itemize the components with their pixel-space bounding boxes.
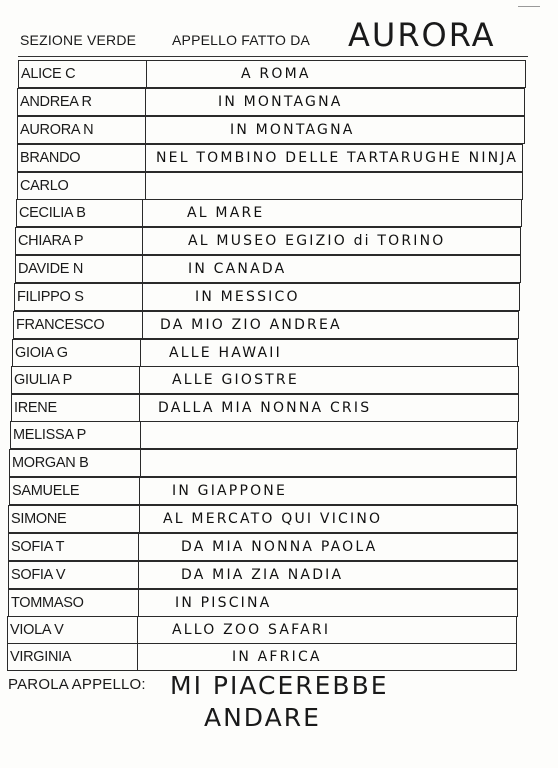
student-name: CECILIA B — [17, 200, 143, 226]
student-place: AL MUSEO EGIZIO di TORINO — [188, 233, 446, 249]
table-row — [17, 144, 523, 172]
student-name: TOMMASO — [9, 590, 139, 616]
table-row — [17, 116, 525, 144]
student-place: A ROMA — [241, 66, 311, 82]
student-name: BRANDO — [18, 145, 146, 171]
table-row — [11, 394, 519, 422]
student-place: IN MESSICO — [195, 289, 300, 305]
student-place: DA MIA NONNA PAOLA — [181, 539, 378, 555]
table-row — [17, 172, 523, 200]
table-row — [16, 199, 522, 227]
student-place: DA MIA ZIA NADIA — [181, 567, 344, 583]
table-row — [8, 561, 518, 589]
student-place: IN MONTAGNA — [230, 122, 355, 138]
student-place: ALLE GIOSTRE — [172, 372, 299, 388]
table-row — [14, 283, 520, 311]
student-name: GIOIA G — [13, 340, 141, 366]
student-name: CHIARA P — [16, 228, 143, 254]
table-row — [15, 255, 521, 283]
student-name: GIULIA P — [12, 367, 140, 393]
student-name: CARLO — [18, 173, 146, 199]
footer-answer — [170, 670, 470, 734]
section-title: SEZIONE VERDE — [20, 32, 137, 48]
footer-label: PAROLA APPELLO: — [8, 676, 146, 693]
student-name: ALICE C — [19, 61, 147, 87]
table-row — [8, 533, 518, 561]
student-place: IN GIAPPONE — [172, 483, 288, 499]
student-place: IN MONTAGNA — [218, 94, 343, 110]
student-name: DAVIDE N — [16, 256, 143, 282]
table-row — [13, 311, 519, 339]
student-name: MORGAN B — [10, 450, 141, 476]
student-name: FRANCESCO — [14, 312, 143, 338]
student-name: ANDREA R — [18, 89, 146, 115]
student-place: DALLA MIA NONNA CRIS — [158, 400, 372, 416]
student-name: SOFIA T — [9, 534, 139, 560]
table-row — [9, 477, 517, 505]
student-name: AURORA N — [18, 117, 146, 143]
caller-name: AURORA — [348, 16, 496, 54]
student-name: FILIPPO S — [15, 284, 143, 310]
table-row — [17, 88, 525, 116]
student-name: MELISSA P — [11, 422, 141, 448]
student-place: IN AFRICA — [232, 649, 322, 665]
student-place: IN PISCINA — [175, 595, 272, 611]
table-row — [15, 227, 521, 255]
student-name: IRENE — [12, 395, 140, 421]
table-row — [8, 589, 518, 617]
student-name: SOFIA V — [9, 562, 139, 588]
student-name: VIOLA V — [8, 617, 138, 643]
table-row — [10, 421, 518, 449]
student-place: AL MARE — [187, 205, 265, 221]
footer-answer-line2: ANDARE — [204, 703, 321, 732]
table-row — [8, 505, 518, 533]
student-name: SAMUELE — [10, 478, 140, 504]
footer-answer-line1: MI PIACEREBBE — [170, 671, 389, 700]
table-row — [18, 60, 526, 88]
called-by-label: APPELLO FATTO DA — [172, 32, 311, 48]
student-name: SIMONE — [9, 506, 140, 532]
student-place: DA MIO ZIO ANDREA — [160, 317, 342, 333]
student-place: ALLE HAWAII — [169, 345, 282, 361]
student-name: VIRGINIA — [8, 644, 138, 670]
student-place: AL MERCATO QUI VICINO — [163, 511, 383, 527]
table-row — [7, 643, 517, 671]
table-row — [9, 449, 517, 477]
table-row — [7, 616, 517, 644]
student-place: NEL TOMBINO DELLE TARTARUGHE NINJA — [156, 150, 519, 166]
table-row — [12, 339, 518, 367]
table-row — [11, 366, 519, 394]
student-place: ALLO ZOO SAFARI — [172, 622, 331, 638]
student-place: IN CANADA — [188, 261, 287, 277]
